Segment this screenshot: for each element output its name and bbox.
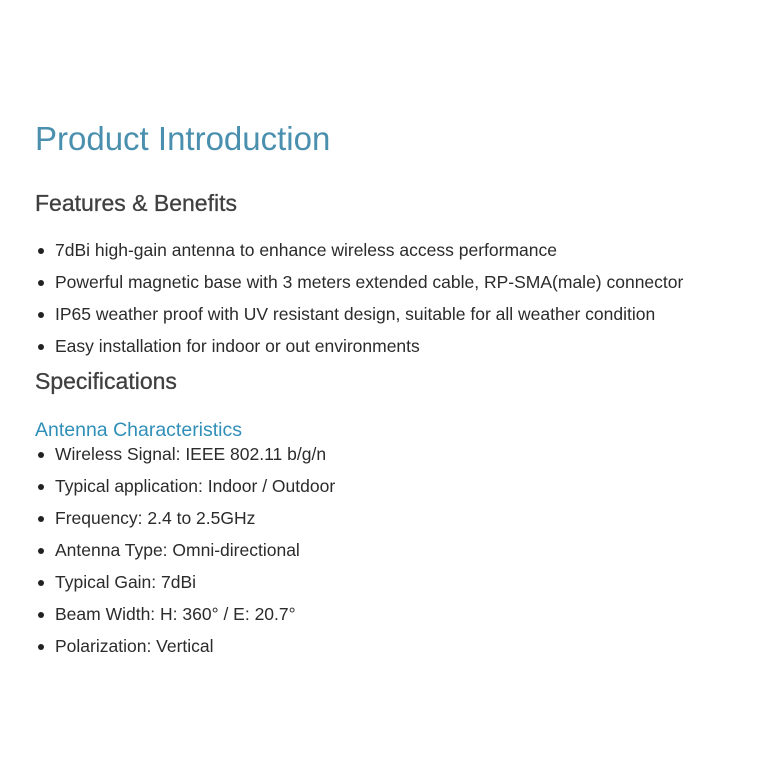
bullet-icon <box>38 248 44 254</box>
antenna-characteristics-heading: Antenna Characteristics <box>35 419 243 441</box>
list-item <box>35 502 335 534</box>
spec-text: Polarization: Vertical <box>55 636 214 656</box>
features-heading: Features & Benefits <box>35 190 237 216</box>
list-item <box>35 598 335 630</box>
feature-text: Powerful magnetic base with 3 meters extended cable, RP-SMA(male) connector <box>55 272 684 292</box>
spec-text: Wireless Signal: IEEE 802.11 b/g/n <box>55 444 327 464</box>
spec-text: Antenna Type: Omni-directional <box>55 540 300 560</box>
specifications-list <box>35 438 335 662</box>
list-item <box>35 298 683 330</box>
list-item <box>35 438 335 470</box>
feature-text: 7dBi high-gain antenna to enhance wireless access performance <box>55 240 557 260</box>
features-list <box>35 234 683 362</box>
bullet-icon <box>38 280 44 286</box>
specifications-heading: Specifications <box>35 368 177 394</box>
bullet-icon <box>38 612 44 618</box>
spec-text: Typical application: Indoor / Outdoor <box>55 476 336 496</box>
bullet-icon <box>38 644 44 650</box>
list-item <box>35 330 683 362</box>
spec-text: Frequency: 2.4 to 2.5GHz <box>55 508 256 528</box>
feature-text: IP65 weather proof with UV resistant design, suitable for all weather condition <box>55 304 656 324</box>
feature-text: Easy installation for indoor or out environments <box>55 336 420 356</box>
bullet-icon <box>38 580 44 586</box>
list-item <box>35 534 335 566</box>
page-title: Product Introduction <box>35 120 331 157</box>
list-item <box>35 266 683 298</box>
list-item <box>35 470 335 502</box>
bullet-icon <box>38 516 44 522</box>
bullet-icon <box>38 484 44 490</box>
list-item <box>35 234 683 266</box>
spec-text: Beam Width: H: 360° / E: 20.7° <box>55 604 296 624</box>
bullet-icon <box>38 344 44 350</box>
bullet-icon <box>38 312 44 318</box>
spec-text: Typical Gain: 7dBi <box>55 572 197 592</box>
list-item <box>35 566 335 598</box>
list-item <box>35 630 335 662</box>
bullet-icon <box>38 452 44 458</box>
bullet-icon <box>38 548 44 554</box>
